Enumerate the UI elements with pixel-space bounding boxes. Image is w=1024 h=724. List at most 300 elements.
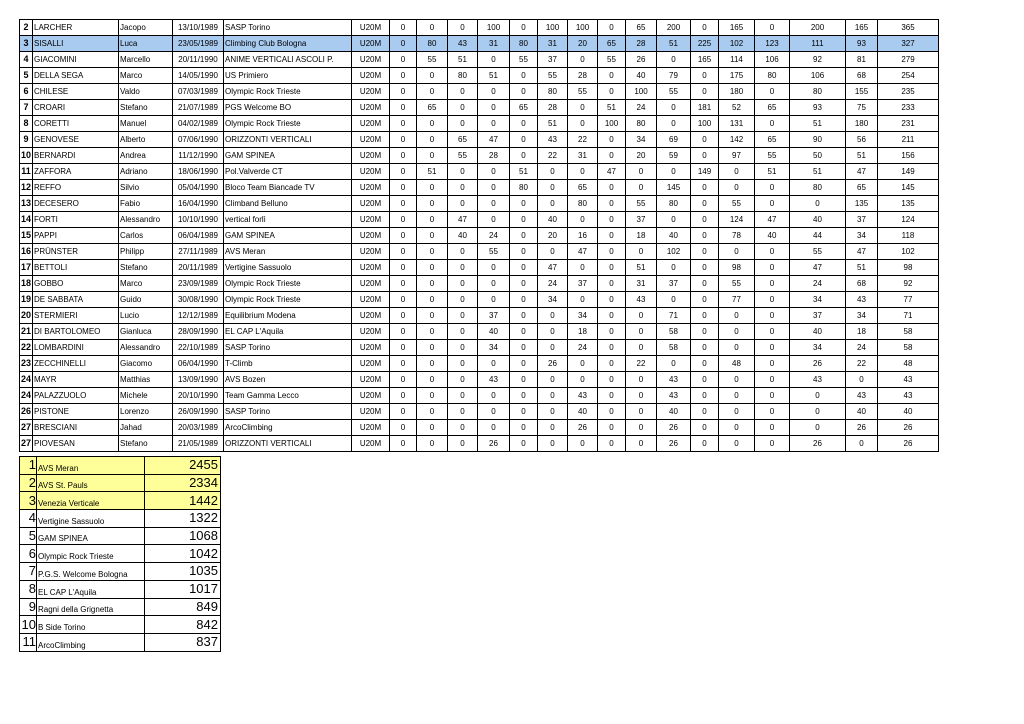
score-cell: 37 (846, 212, 878, 228)
category-cell: U20M (352, 308, 390, 324)
rank-cell: 7 (20, 100, 33, 116)
score-cell: 0 (691, 212, 719, 228)
score-cell: 0 (755, 292, 790, 308)
score-cell: 0 (448, 100, 478, 116)
score-cell: 0 (510, 292, 538, 308)
score-cell: 18 (626, 228, 657, 244)
score-cell: 0 (626, 244, 657, 260)
score-cell: 0 (448, 20, 478, 36)
score-cell: 0 (719, 436, 755, 452)
score-cell: 0 (755, 180, 790, 196)
rank-cell: 27 (20, 420, 33, 436)
score-cell: 0 (478, 356, 510, 372)
score-cell: 55 (510, 52, 538, 68)
club-cell: SASP Torino (224, 340, 352, 356)
score-cell: 26 (538, 356, 568, 372)
score-cell: 0 (390, 228, 417, 244)
score-cell: 0 (598, 20, 626, 36)
first-name-cell: Silvio (119, 180, 173, 196)
score-cell: 0 (538, 308, 568, 324)
score-cell: 51 (755, 164, 790, 180)
score-cell: 48 (719, 356, 755, 372)
score-cell: 47 (790, 260, 846, 276)
category-cell: U20M (352, 388, 390, 404)
club-row (20, 598, 221, 616)
club-row (20, 492, 221, 510)
score-cell: 34 (846, 308, 878, 324)
score-cell: 68 (846, 276, 878, 292)
score-cell: 0 (719, 388, 755, 404)
score-cell: 0 (510, 340, 538, 356)
score-cell: 34 (538, 292, 568, 308)
score-cell: 0 (510, 276, 538, 292)
score-cell: 43 (878, 372, 939, 388)
table-row (20, 340, 939, 356)
score-cell: 65 (846, 180, 878, 196)
club-name-cell: ArcoClimbing (37, 633, 145, 651)
category-cell: U20M (352, 228, 390, 244)
club-cell: Team Gamma Lecco (224, 388, 352, 404)
score-cell: 0 (390, 388, 417, 404)
club-rank-cell: 6 (20, 545, 37, 563)
surname-cell: SISALLI (33, 36, 119, 52)
score-cell: 0 (846, 372, 878, 388)
score-cell: 135 (846, 196, 878, 212)
score-cell: 98 (878, 260, 939, 276)
score-cell: 0 (417, 324, 448, 340)
score-cell: 0 (390, 164, 417, 180)
score-cell: 50 (790, 148, 846, 164)
score-cell: 24 (538, 276, 568, 292)
score-cell: 51 (846, 260, 878, 276)
score-cell: 0 (626, 324, 657, 340)
score-cell: 80 (510, 180, 538, 196)
score-cell: 0 (598, 212, 626, 228)
score-cell: 97 (719, 148, 755, 164)
birth-date-cell: 30/08/1990 (173, 292, 224, 308)
score-cell: 56 (846, 132, 878, 148)
score-cell: 0 (568, 164, 598, 180)
score-cell: 149 (878, 164, 939, 180)
score-cell: 0 (755, 372, 790, 388)
score-cell: 0 (390, 36, 417, 52)
score-cell: 0 (478, 116, 510, 132)
score-cell: 0 (510, 324, 538, 340)
score-cell: 0 (417, 292, 448, 308)
score-cell: 0 (478, 84, 510, 100)
score-cell: 118 (878, 228, 939, 244)
score-cell: 31 (478, 36, 510, 52)
club-cell: Bloco Team Biancade TV (224, 180, 352, 196)
rank-cell: 17 (20, 260, 33, 276)
score-cell: 0 (417, 132, 448, 148)
score-cell: 0 (755, 308, 790, 324)
score-cell: 0 (417, 420, 448, 436)
club-points-cell: 1035 (145, 563, 221, 581)
score-cell: 0 (626, 180, 657, 196)
score-cell: 0 (598, 372, 626, 388)
rank-cell: 18 (20, 276, 33, 292)
club-cell: AVS Bozen (224, 372, 352, 388)
surname-cell: PIOVESAN (33, 436, 119, 452)
club-row (20, 545, 221, 563)
score-cell: 0 (719, 404, 755, 420)
surname-cell: PRÜNSTER (33, 244, 119, 260)
first-name-cell: Marco (119, 68, 173, 84)
club-cell: Olympic Rock Trieste (224, 292, 352, 308)
club-name-cell: AVS Meran (37, 457, 145, 475)
score-cell: 0 (417, 20, 448, 36)
birth-date-cell: 27/11/1989 (173, 244, 224, 260)
club-row (20, 457, 221, 475)
table-row (20, 36, 939, 52)
birth-date-cell: 13/09/1990 (173, 372, 224, 388)
score-cell: 0 (478, 388, 510, 404)
category-cell: U20M (352, 68, 390, 84)
first-name-cell: Stefano (119, 436, 173, 452)
table-row (20, 164, 939, 180)
score-cell: 0 (598, 260, 626, 276)
first-name-cell: Stefano (119, 100, 173, 116)
score-cell: 55 (417, 52, 448, 68)
score-cell: 43 (846, 388, 878, 404)
rank-cell: 24 (20, 388, 33, 404)
surname-cell: CHILESE (33, 84, 119, 100)
score-cell: 0 (390, 420, 417, 436)
club-cell: T-Climb (224, 356, 352, 372)
table-row (20, 116, 939, 132)
score-cell: 0 (598, 180, 626, 196)
score-cell: 55 (448, 148, 478, 164)
score-cell: 124 (719, 212, 755, 228)
score-cell: 40 (657, 404, 691, 420)
score-cell: 0 (448, 324, 478, 340)
score-cell: 0 (390, 100, 417, 116)
club-rank-cell: 5 (20, 527, 37, 545)
birth-date-cell: 07/03/1989 (173, 84, 224, 100)
score-cell: 0 (510, 388, 538, 404)
category-cell: U20M (352, 36, 390, 52)
score-cell: 43 (657, 372, 691, 388)
score-cell: 0 (568, 212, 598, 228)
club-cell: PGS Welcome BO (224, 100, 352, 116)
score-cell: 0 (719, 324, 755, 340)
club-cell: Olympic Rock Trieste (224, 116, 352, 132)
score-cell: 20 (538, 228, 568, 244)
score-cell: 0 (510, 68, 538, 84)
club-rank-cell: 3 (20, 492, 37, 510)
rank-cell: 27 (20, 436, 33, 452)
score-cell: 0 (568, 116, 598, 132)
score-cell: 65 (568, 180, 598, 196)
club-cell: ArcoClimbing (224, 420, 352, 436)
club-cell: Equilibrium Modena (224, 308, 352, 324)
club-row (20, 616, 221, 634)
score-cell: 80 (790, 84, 846, 100)
score-cell: 0 (510, 228, 538, 244)
score-cell: 26 (878, 436, 939, 452)
score-cell: 55 (755, 148, 790, 164)
score-cell: 0 (657, 292, 691, 308)
score-cell: 0 (510, 20, 538, 36)
surname-cell: ZAFFORA (33, 164, 119, 180)
score-cell: 16 (568, 228, 598, 244)
table-row (20, 372, 939, 388)
rank-cell: 16 (20, 244, 33, 260)
score-cell: 0 (510, 148, 538, 164)
score-cell: 75 (846, 100, 878, 116)
score-cell: 40 (790, 212, 846, 228)
score-cell: 90 (790, 132, 846, 148)
club-name-cell: AVS St. Pauls (37, 474, 145, 492)
rank-cell: 2 (20, 20, 33, 36)
score-cell: 51 (448, 52, 478, 68)
score-cell: 22 (538, 148, 568, 164)
score-cell: 18 (846, 324, 878, 340)
score-cell: 0 (448, 292, 478, 308)
score-cell: 0 (626, 404, 657, 420)
table-row (20, 308, 939, 324)
score-cell: 0 (790, 388, 846, 404)
table-row (20, 20, 939, 36)
surname-cell: STERMIERI (33, 308, 119, 324)
score-cell: 0 (719, 308, 755, 324)
table-row (20, 84, 939, 100)
score-cell: 100 (568, 20, 598, 36)
score-cell: 47 (755, 212, 790, 228)
score-cell: 55 (790, 244, 846, 260)
category-cell: U20M (352, 340, 390, 356)
score-cell: 100 (598, 116, 626, 132)
score-cell: 0 (691, 292, 719, 308)
score-cell: 48 (878, 356, 939, 372)
score-cell: 0 (510, 308, 538, 324)
club-name-cell: Vertigine Sassuolo (37, 510, 145, 528)
score-cell: 80 (538, 84, 568, 100)
club-cell: ANIME VERTICALI ASCOLI P. (224, 52, 352, 68)
score-cell: 80 (417, 36, 448, 52)
score-cell: 65 (510, 100, 538, 116)
category-cell: U20M (352, 420, 390, 436)
first-name-cell: Giacomo (119, 356, 173, 372)
score-cell: 0 (568, 52, 598, 68)
score-cell: 80 (626, 116, 657, 132)
score-cell: 71 (878, 308, 939, 324)
club-cell: SASP Torino (224, 20, 352, 36)
score-cell: 37 (538, 52, 568, 68)
club-rank-cell: 9 (20, 598, 37, 616)
score-cell: 34 (790, 340, 846, 356)
score-cell: 47 (478, 132, 510, 148)
score-cell: 0 (417, 276, 448, 292)
score-cell: 0 (390, 260, 417, 276)
score-cell: 77 (719, 292, 755, 308)
score-cell: 0 (478, 420, 510, 436)
score-cell: 181 (691, 100, 719, 116)
table-row (20, 260, 939, 276)
score-cell: 0 (538, 340, 568, 356)
score-cell: 0 (691, 388, 719, 404)
surname-cell: CROARI (33, 100, 119, 116)
athlete-table-body (20, 20, 939, 452)
score-cell: 24 (478, 228, 510, 244)
score-cell: 0 (448, 436, 478, 452)
score-cell: 40 (568, 404, 598, 420)
table-row (20, 196, 939, 212)
score-cell: 0 (598, 436, 626, 452)
score-cell: 37 (657, 276, 691, 292)
club-cell: Olympic Rock Trieste (224, 84, 352, 100)
score-cell: 31 (568, 148, 598, 164)
score-cell: 0 (417, 84, 448, 100)
score-cell: 0 (719, 340, 755, 356)
club-cell: vertical forlì (224, 212, 352, 228)
score-cell: 0 (417, 436, 448, 452)
score-cell: 0 (598, 84, 626, 100)
score-cell: 0 (417, 116, 448, 132)
score-cell: 31 (626, 276, 657, 292)
score-cell: 0 (417, 148, 448, 164)
score-cell: 51 (417, 164, 448, 180)
score-cell: 0 (448, 244, 478, 260)
score-cell: 0 (510, 404, 538, 420)
score-cell: 0 (448, 372, 478, 388)
score-cell: 0 (598, 68, 626, 84)
birth-date-cell: 13/10/1989 (173, 20, 224, 36)
club-row (20, 563, 221, 581)
score-cell: 40 (478, 324, 510, 340)
first-name-cell: Michele (119, 388, 173, 404)
score-cell: 0 (448, 356, 478, 372)
score-cell: 0 (390, 244, 417, 260)
score-cell: 0 (417, 196, 448, 212)
score-cell: 20 (626, 148, 657, 164)
score-cell: 102 (878, 244, 939, 260)
club-points-cell: 1017 (145, 580, 221, 598)
club-name-cell: Ragni della Grignetta (37, 598, 145, 616)
club-rank-cell: 2 (20, 474, 37, 492)
score-cell: 26 (790, 356, 846, 372)
score-cell: 0 (390, 132, 417, 148)
score-cell: 0 (755, 356, 790, 372)
score-cell: 0 (417, 308, 448, 324)
first-name-cell: Lorenzo (119, 404, 173, 420)
score-cell: 0 (448, 420, 478, 436)
score-cell: 0 (598, 420, 626, 436)
score-cell: 0 (598, 244, 626, 260)
table-row (20, 148, 939, 164)
club-points-cell: 837 (145, 633, 221, 651)
table-row (20, 292, 939, 308)
club-cell: SASP Torino (224, 404, 352, 420)
score-cell: 80 (755, 68, 790, 84)
score-cell: 0 (691, 372, 719, 388)
score-cell: 156 (878, 148, 939, 164)
score-cell: 0 (478, 276, 510, 292)
score-cell: 47 (448, 212, 478, 228)
surname-cell: DE SABBATA (33, 292, 119, 308)
score-cell: 34 (568, 308, 598, 324)
score-cell: 100 (626, 84, 657, 100)
score-cell: 43 (878, 388, 939, 404)
category-cell: U20M (352, 100, 390, 116)
score-cell: 22 (568, 132, 598, 148)
score-cell: 0 (538, 388, 568, 404)
birth-date-cell: 23/09/1989 (173, 276, 224, 292)
club-rank-cell: 1 (20, 457, 37, 475)
score-cell: 0 (390, 196, 417, 212)
score-cell: 24 (790, 276, 846, 292)
first-name-cell: Adriano (119, 164, 173, 180)
score-cell: 55 (478, 244, 510, 260)
score-cell: 0 (510, 356, 538, 372)
surname-cell: MAYR (33, 372, 119, 388)
birth-date-cell: 21/07/1989 (173, 100, 224, 116)
category-cell: U20M (352, 436, 390, 452)
score-cell: 100 (478, 20, 510, 36)
birth-date-cell: 20/03/1989 (173, 420, 224, 436)
score-cell: 34 (846, 228, 878, 244)
rank-cell: 22 (20, 340, 33, 356)
score-cell: 0 (691, 148, 719, 164)
club-name-cell: GAM SPINEA (37, 527, 145, 545)
table-row (20, 68, 939, 84)
score-cell: 0 (755, 244, 790, 260)
score-cell: 0 (719, 420, 755, 436)
score-cell: 0 (478, 212, 510, 228)
score-cell: 26 (568, 420, 598, 436)
club-rank-cell: 8 (20, 580, 37, 598)
score-cell: 55 (719, 196, 755, 212)
birth-date-cell: 20/10/1990 (173, 388, 224, 404)
score-cell: 0 (691, 244, 719, 260)
score-cell: 0 (390, 116, 417, 132)
score-cell: 165 (719, 20, 755, 36)
surname-cell: GIACOMINI (33, 52, 119, 68)
first-name-cell: Marco (119, 276, 173, 292)
score-cell: 26 (657, 420, 691, 436)
score-cell: 124 (878, 212, 939, 228)
score-cell: 102 (657, 244, 691, 260)
score-cell: 0 (417, 404, 448, 420)
score-cell: 43 (846, 292, 878, 308)
category-cell: U20M (352, 180, 390, 196)
score-cell: 0 (448, 260, 478, 276)
club-cell: Vertigine Sassuolo (224, 260, 352, 276)
category-cell: U20M (352, 148, 390, 164)
score-cell: 0 (538, 164, 568, 180)
score-cell: 0 (538, 196, 568, 212)
score-cell: 100 (538, 20, 568, 36)
surname-cell: REFFO (33, 180, 119, 196)
club-points-cell: 1068 (145, 527, 221, 545)
score-cell: 40 (790, 324, 846, 340)
club-name-cell: P.G.S. Welcome Bologna (37, 563, 145, 581)
surname-cell: GENOVESE (33, 132, 119, 148)
score-cell: 235 (878, 84, 939, 100)
score-cell: 26 (846, 420, 878, 436)
score-cell: 65 (598, 36, 626, 52)
score-cell: 80 (510, 36, 538, 52)
score-cell: 55 (626, 196, 657, 212)
score-cell: 68 (846, 68, 878, 84)
table-row (20, 212, 939, 228)
club-cell: ORIZZONTI VERTICALI (224, 132, 352, 148)
score-cell: 47 (568, 244, 598, 260)
score-cell: 43 (448, 36, 478, 52)
club-points-cell: 1442 (145, 492, 221, 510)
category-cell: U20M (352, 356, 390, 372)
